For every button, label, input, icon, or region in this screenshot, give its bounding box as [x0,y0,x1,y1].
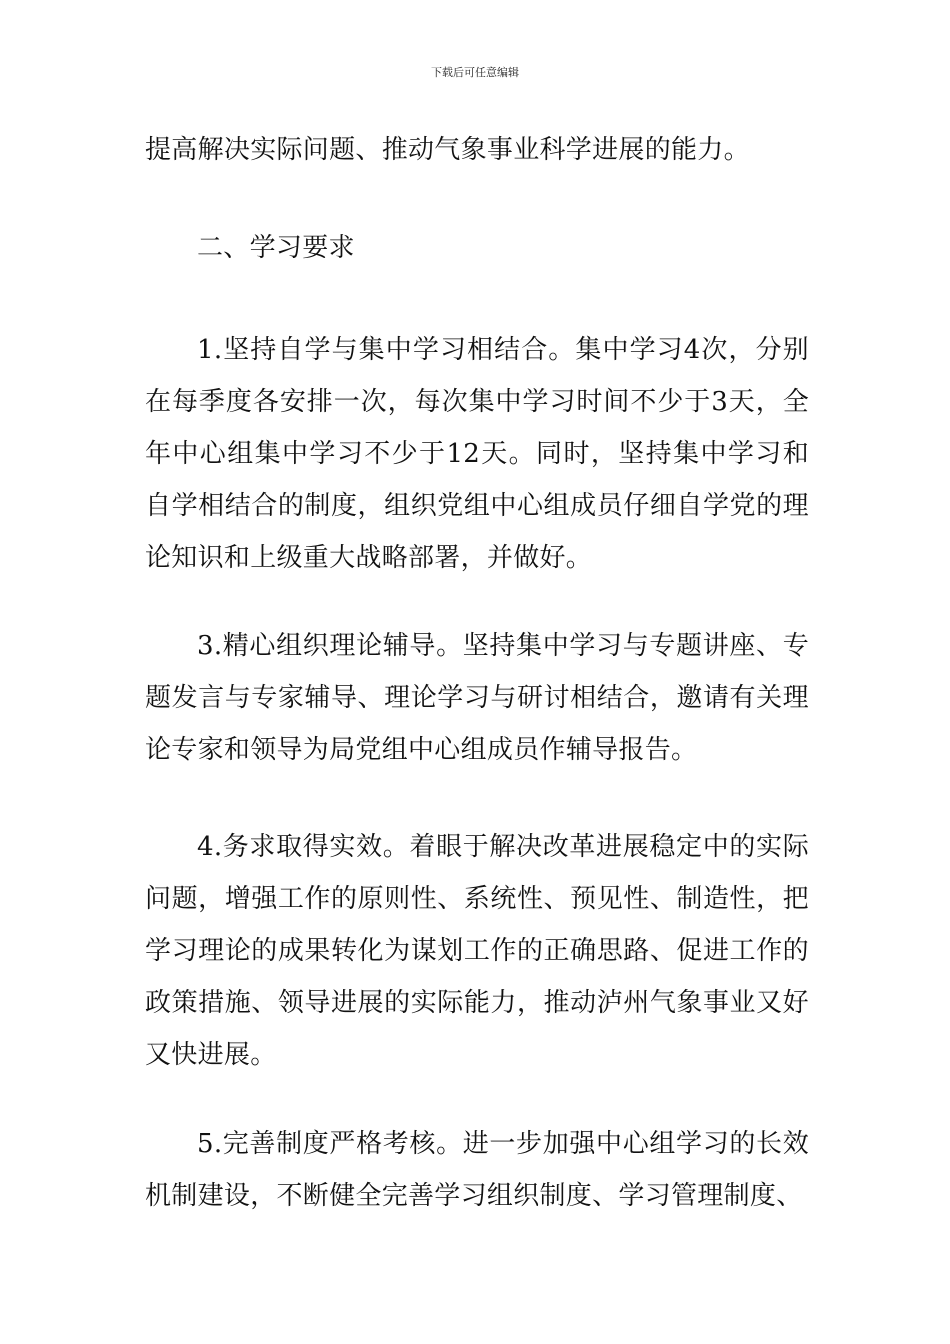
section-heading: 二、学习要求 [197,233,355,263]
paragraph-continuation: 提高解决实际问题、推动气象事业科学进展的能力。 [145,135,750,165]
paragraph-item-3: 3.精心组织理论辅导。坚持集中学习与专题讲座、专题发言与专家辅导、理论学习与研讨相结合，邀请有关理论专家和领导为局党组中心组成员作辅导报告。 [145,631,809,765]
paragraph-item-4: 4.务求取得实效。着眼于解决改革进展稳定中的实际问题，增强工作的原则性、系统性、预见性、制造性，把学习理论的成果转化为谋划工作的正确思路、促进工作的政策措施、领导进展的实际能力，推动泸州气象事业又好又快进展。 [145,832,809,1070]
page-header: 下载后可任意编辑 [431,66,519,79]
paragraph-item-5: 5.完善制度严格考核。进一步加强中心组学习的长效机制建设，不断健全完善学习组织制度、学习管理制度、 [145,1129,809,1211]
paragraph-item-1: 1.坚持自学与集中学习相结合。集中学习4次，分别在每季度各安排一次，每次集中学习时间不少于3天，全年中心组集中学习不少于12天。同时，坚持集中学习和自学相结合的制度，组织党组中心组成员仔细自学党的理论知识和上级重大战略部署，并做好。 [145,335,809,573]
